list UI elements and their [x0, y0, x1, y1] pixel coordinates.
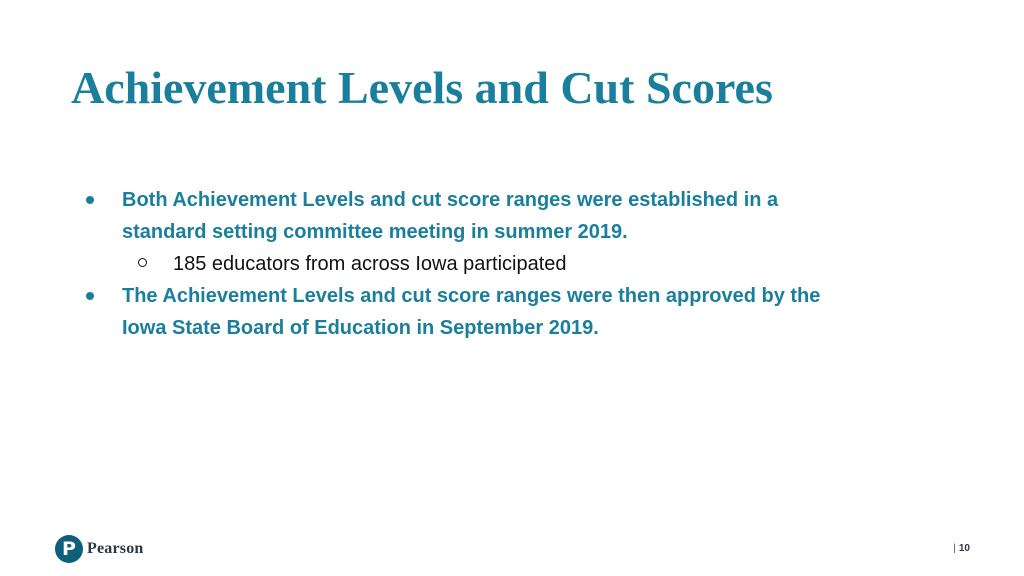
pearson-logo: [55, 535, 144, 563]
bullet-item: [85, 280, 845, 344]
bullet-text: Both Achievement Levels and cut score ranges were established in a standard setting committee meeting in summer 2019.: [122, 189, 779, 243]
bullet-list: [85, 184, 845, 344]
page-number: [953, 543, 970, 554]
sub-bullet-item: [122, 248, 845, 280]
slide-title: Achievement Levels and Cut Scores: [71, 62, 773, 113]
logo-mark-letter: P: [62, 538, 76, 560]
page-separator: |: [953, 543, 956, 554]
hollow-circle-icon: [138, 258, 147, 267]
sub-bullet-text: 185 educators from across Iowa participated: [173, 253, 567, 275]
bullet-item: [85, 184, 845, 280]
logo-wordmark: Pearson: [87, 540, 144, 557]
bullet-dot-icon: [86, 196, 94, 204]
page-number-value: 10: [958, 543, 970, 554]
sub-bullet-list: [122, 248, 845, 280]
pearson-logo-icon: [55, 535, 83, 563]
bullet-text: The Achievement Levels and cut score ranges were then approved by the Iowa State Board of Education in September 2019.: [122, 285, 821, 339]
bullet-dot-icon: [86, 292, 94, 300]
